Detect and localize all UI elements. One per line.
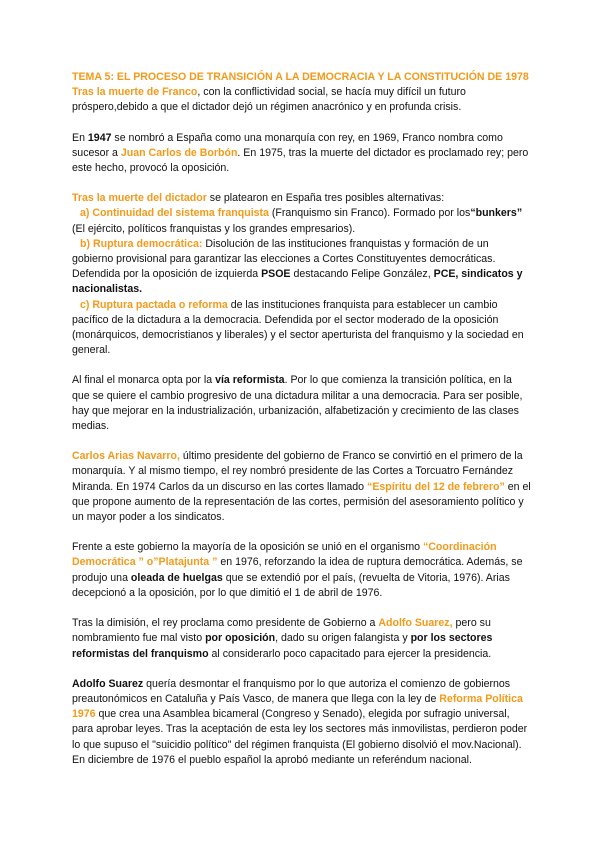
highlight-political-reform: Reforma Política 1976	[72, 692, 523, 721]
text: que se extendió por el país, (revuelta de Vitoria, 1976). Arias decepcionó a la oposición, por lo que dimitió el 1 de abril de 1976.	[72, 571, 510, 599]
bold-psoe: PSOE	[261, 268, 291, 281]
alternative-c	[72, 298, 228, 313]
paragraph-franco-death	[72, 85, 532, 115]
text: (El ejército, políticos franquistas y los grandes empresarios).	[72, 222, 356, 235]
bold-1947: 1947	[87, 131, 112, 144]
text: Frente a este gobierno la mayoría de la oposición se unió en el organismo	[72, 541, 423, 554]
text: Tras la dimisión, el rey proclama como presidente de Gobierno a	[72, 617, 379, 630]
bold-bunkers: “bunkers”	[470, 207, 523, 220]
paragraph-arias-navarro	[72, 449, 532, 525]
paragraph-opposition	[72, 540, 532, 601]
alternative-a	[72, 206, 470, 221]
text: quería desmontar el franquismo por lo que autoriza el comienzo de gobiernos preautonómicos en Cataluña y País Vasco, de manera que llega con la ley de	[72, 677, 511, 705]
highlight-arias-navarro: Carlos Arias Navarro,	[72, 450, 180, 463]
bold-pce: PCE, sindicatos y nacionalistas.	[72, 268, 523, 296]
text: se platearon en España tres posibles alternativas:	[206, 192, 445, 205]
text: en el que propone aumento de la representación de las cortes, permisión del asesoramiento político y un mayor poder a los sindicatos.	[72, 480, 531, 524]
bold-reformist-sectors: por los sectores reformistas del franquismo	[72, 632, 493, 660]
text: destacando Felipe González,	[290, 268, 434, 281]
bold-strikes: oleada de huelgas	[130, 571, 223, 584]
bold-opposition: por oposición	[205, 632, 276, 645]
text: En	[72, 131, 88, 144]
text: . Por lo que comienza la transición política, en la que se quiere el cambio progresivo de una dictadura militar a una democracia. Para ser posible, hay que mejorar en la industrialización, urbanización, alfabetización y crecimiento de las clases medias.	[72, 374, 523, 433]
text: último presidente del gobierno de Franco se convirtió en el primero de la monarquía. Y al mismo tiempo, el rey nombró presidente de las Cortes a Torcuatro Fernández Miranda. En 1974 Carlos da un discurso en las cortes llamado	[72, 450, 523, 493]
paragraph-suarez-reform	[72, 677, 532, 768]
text: , con la conflictividad social, se hacía muy difícil un futuro próspero,debido a que el dictador dejó un régimen anacrónico y en profunda crisis.	[72, 86, 466, 114]
document-title: TEMA 5: EL PROCESO DE TRANSICIÓN A LA DEMOCRACIA Y LA CONSTITUCIÓN DE 1978	[72, 71, 529, 83]
text: que crea una Asamblea bicameral (Congreso y Senado), elegida por sufragio universal, para aprobar leyes. Tras la aceptación de esta ley los sectores más inmovilistas, perdieron poder lo que supuso el "suicidio político" del régimen franquista (El gobierno disolvió el mov.Nacional). En diciembre de 1976 el pueblo español la aprobó mediante un referéndum nacional.	[72, 708, 528, 766]
text: , dado su origen falangista y	[275, 632, 411, 645]
bold-reformist: vía reformista	[215, 374, 285, 387]
highlight-adolfo-suarez: Adolfo Suarez,	[378, 617, 453, 630]
text: (Franquismo sin Franco). Formado por los	[268, 207, 471, 220]
text: pero su nombramiento fue mal visto	[72, 617, 491, 645]
text: de las instituciones franquista para establecer un cambio pacífico de la dictadura a la democracia. Defendida por el sector moderado de la oposición (monárquicos, democristianos y liberales) y el sector aperturista del franquismo y la sociedad en general.	[72, 298, 524, 357]
paragraph-monarchy	[72, 131, 532, 177]
text: Disolución de las instituciones franquistas y formación de un gobierno provisional para garantizar las elecciones a Cortes Constituyentes democráticas. Defendida por la oposición de izquierda	[72, 237, 496, 281]
text: en 1976, reforzando la idea de ruptura democrática. Además, se produjo una	[72, 556, 523, 584]
highlight-democratic-rupture: b) Ruptura democrática:	[80, 237, 203, 250]
paragraph-reformist-path	[72, 373, 532, 434]
highlight-juan-carlos: Juan Carlos de Borbón	[120, 146, 238, 159]
highlight-dictator-death: Tras la muerte del dictador	[72, 192, 207, 205]
text: . En 1975, tras la muerte del dictador es proclamado rey; pero este hecho, provocó la oposición.	[72, 146, 529, 175]
highlight-continuity: a) Continuidad del sistema franquista	[80, 207, 269, 220]
text: al considerarlo poco capacitado para ejercer la presidencia.	[208, 647, 492, 660]
highlight-platajunta: “Coordinación Democrática ” o”Platajunta ”	[72, 541, 497, 569]
alternative-b	[72, 237, 202, 252]
paragraph-alternatives	[72, 191, 532, 358]
paragraph-suarez-appointment	[72, 616, 532, 662]
text: Al final el monarca opta por la	[72, 374, 216, 387]
highlight-franco-death: Tras la muerte de Franco	[72, 86, 198, 99]
highlight-pacted-rupture: c) Ruptura pactada o reforma	[80, 298, 228, 311]
text: se nombró a España como una monarquía con rey, en 1969, Franco nombra como sucesor a	[72, 131, 503, 159]
bold-adolfo-suarez: Adolfo Suarez	[72, 677, 144, 690]
highlight-spirit-12-feb: “Espíritu del 12 de febrero”	[367, 480, 505, 493]
